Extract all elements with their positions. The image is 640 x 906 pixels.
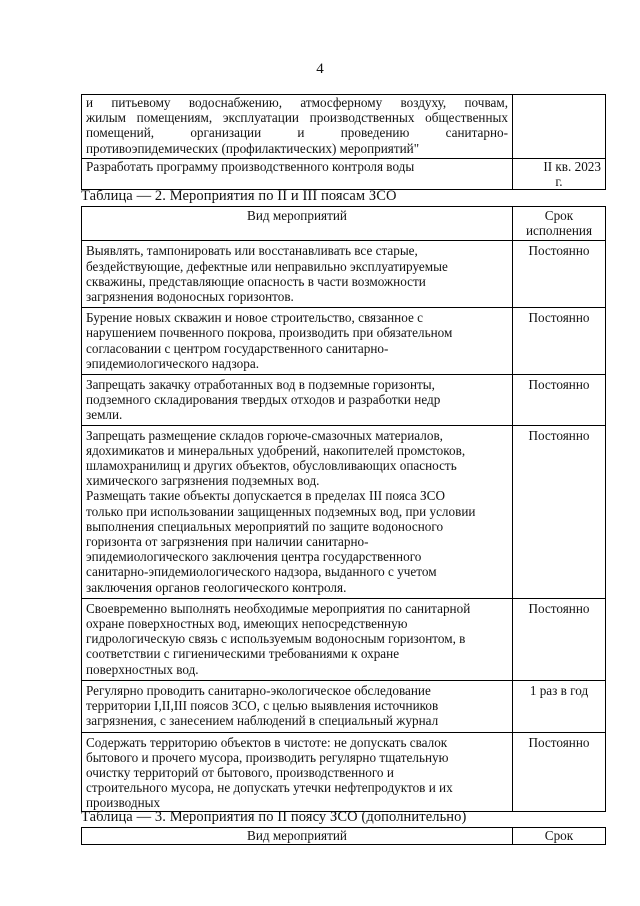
term-line: г. — [555, 174, 563, 190]
table-row — [82, 95, 606, 159]
term-cell: Постоянно — [513, 732, 606, 811]
text-line: Разработать программу производственного контроля воды — [86, 158, 415, 174]
term-cell: Постоянно — [513, 375, 606, 426]
table-row — [82, 375, 606, 426]
header-term: Срок исполнения — [513, 207, 606, 241]
activity-cell: Содержать территорию объектов в чистоте: не допускать свалок бытового и прочего мусора, производить регулярно тщательную очистку территорий от бытового, производственного и строительного мусора, не допускать утечки нефтепродуктов и их производных — [82, 732, 513, 811]
table3-caption: Таблица — 3. Мероприятия по II поясу ЗСО (дополнительно) — [81, 809, 467, 825]
activity-cell: Регулярно проводить санитарно-экологическое обследование территории I,II,III поясов ЗСО, с целью выявления источников загрязнения, с занесением наблюдений в специальный журнал — [82, 680, 513, 732]
activity-cell: Запрещать размещение складов горюче-смазочных материалов, ядохимикатов и минеральных удобрений, накопителей промстоков, шламохранилищ и других объектов, обусловливающих опасность химического загрязнения подземных вод. Размещать такие объекты допускается в пределах III пояса ЗСО только при использовании защищенных подземных вод, при условии выполнения специальных мероприятий по защите водоносного горизонта от загрязнения при наличии санитарно- эпидемиологического заключения центра государственного санитарно-эпидемиологического надзора, выданного с учетом заключения органов геологического контроля. — [82, 425, 513, 598]
header-term: Срок — [513, 828, 606, 845]
table-row — [82, 158, 606, 189]
activity-cell — [82, 158, 513, 189]
activity-cell — [82, 95, 513, 159]
table-header-row — [82, 207, 606, 241]
term-line: II кв. 2023 — [543, 158, 601, 174]
header-activity: Вид мероприятий — [82, 828, 513, 845]
term-cell: Постоянно — [513, 308, 606, 375]
term-cell: 1 раз в год — [513, 680, 606, 732]
page-number: 4 — [316, 61, 324, 77]
text-line: и питьевому водоснабжению, атмосферному воздуху, почвам, — [86, 95, 508, 110]
text-line: жилым помещениям, эксплуатации производственных общественных — [86, 110, 508, 126]
continuation-table — [81, 94, 606, 190]
term-cell: Постоянно — [513, 598, 606, 680]
activity-cell: Запрещать закачку отработанных вод в подземные горизонты, подземного складирования твердых отходов и разработки недр земли. — [82, 375, 513, 426]
term-cell: Постоянно — [513, 425, 606, 598]
table-row — [82, 241, 606, 308]
text-line: помещений, организации и проведению санитарно- — [86, 125, 508, 141]
activity-cell: Бурение новых скважин и новое строительство, связанное с нарушением почвенного покрова, производить при обязательном согласовании с центром государственного санитарно- эпидемиологического надзора. — [82, 308, 513, 375]
term-cell — [513, 158, 606, 189]
table3 — [81, 827, 606, 845]
table-row — [82, 598, 606, 680]
table-row — [82, 680, 606, 732]
activity-cell: Выявлять, тампонировать или восстанавливать все старые, бездействующие, дефектные или неправильно эксплуатируемые скважины, представляющие опасность в части возможности загрязнения водоносных горизонтов. — [82, 241, 513, 308]
table2-caption: Таблица — 2. Мероприятия по II и III поясам ЗСО — [81, 188, 397, 204]
table-row — [82, 425, 606, 598]
term-cell — [513, 95, 606, 159]
table-header-row — [82, 828, 606, 845]
table-row — [82, 732, 606, 811]
text-line: противоэпидемических (профилактических) мероприятий" — [86, 140, 420, 156]
table2 — [81, 206, 606, 812]
term-cell: Постоянно — [513, 241, 606, 308]
activity-cell: Своевременно выполнять необходимые мероприятия по санитарной охране поверхностных вод, имеющих непосредственную гидрологическую связь с используемым водоносным горизонтом, в соответствии с гигиеническими требованиями к охране поверхностных вод. — [82, 598, 513, 680]
header-activity: Вид мероприятий — [82, 207, 513, 241]
table-row — [82, 308, 606, 375]
